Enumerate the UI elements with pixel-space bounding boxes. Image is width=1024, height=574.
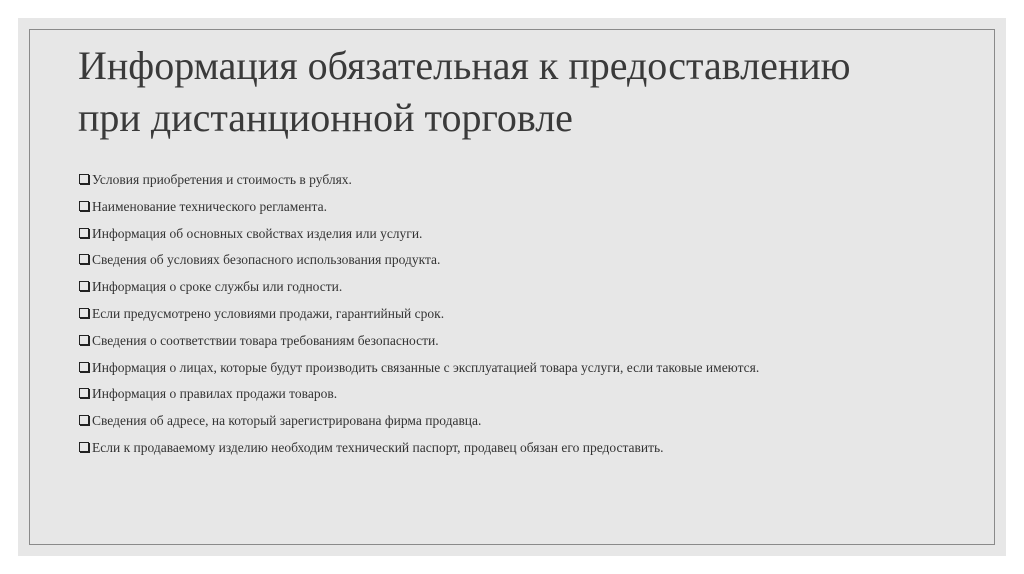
list-item-text: Сведения о соответствии товара требованиям безопасности. [92,332,439,348]
list-item [79,386,909,401]
list-item [79,413,909,428]
list-item-text: Если к продаваемому изделию необходим технический паспорт, продавец обязан его предоставить. [92,439,664,455]
list-item [79,226,909,241]
list-item [79,306,909,321]
list-item-text: Информация о правилах продажи товаров. [92,386,338,402]
bullet-list [79,172,909,467]
checkbox-bullet-icon [79,415,89,425]
checkbox-bullet-icon [79,442,89,452]
list-item-text: Если предусмотрено условиями продажи, гарантийный срок. [92,305,445,321]
list-item-text: Информация о лицах, которые будут производить связанные с эксплуатацией товара услуги, если таковые имеются. [92,359,760,375]
list-item-text: Информация об основных свойствах изделия или услуги. [92,225,423,241]
list-item [79,333,909,348]
list-item-text: Информация о сроке службы или годности. [92,279,343,295]
list-item [79,199,909,214]
list-item [79,172,909,187]
checkbox-bullet-icon [79,388,89,398]
list-item [79,279,909,294]
checkbox-bullet-icon [79,254,89,264]
slide-title: Информация обязательная к предоставлению при дистанционной торговле [78,43,851,140]
checkbox-bullet-icon [79,228,89,238]
checkbox-bullet-icon [79,335,89,345]
list-item-text: Наименование технического регламента. [92,198,327,214]
checkbox-bullet-icon [79,281,89,291]
checkbox-bullet-icon [79,308,89,318]
list-item [79,252,909,267]
list-item [79,440,909,455]
list-item-text: Условия приобретения и стоимость в рублях. [92,172,352,187]
list-item-text: Сведения об условиях безопасного использования продукта. [92,252,441,268]
checkbox-bullet-icon [79,362,89,372]
list-item-text: Сведения об адресе, на который зарегистрирована фирма продавца. [92,413,482,429]
list-item [79,360,909,375]
checkbox-bullet-icon [79,201,89,211]
checkbox-bullet-icon [79,174,89,184]
